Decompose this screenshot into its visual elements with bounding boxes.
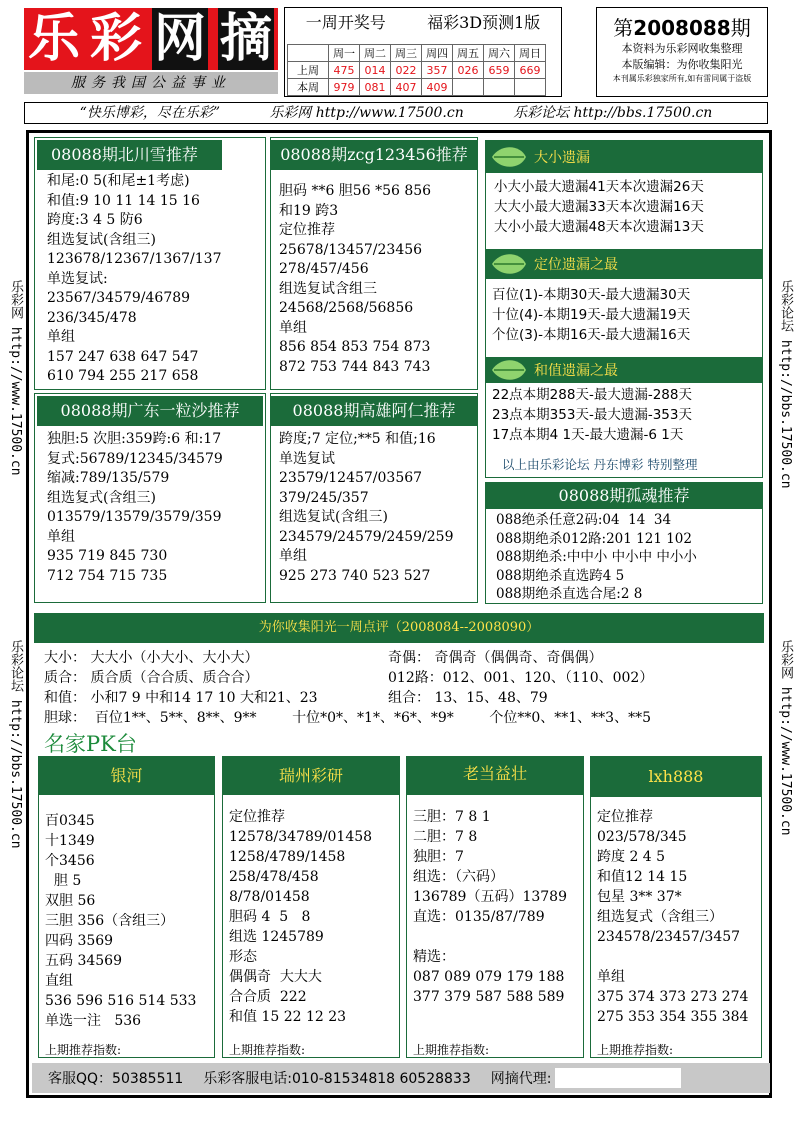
- expert-content: 三胆：7 8 1 二胆：7 8 独胆：7 组选：（六码） 136789（五码）13789 直选：0135/87/789 精选： 087 089 079 179 188 377 379 587 588 589: [413, 809, 567, 1005]
- footer: [32, 1063, 770, 1093]
- draw-number: 979: [329, 79, 360, 96]
- expert-name: 老当益壮: [407, 757, 583, 795]
- draw-title-right: 福彩3D预测1版: [427, 13, 541, 32]
- pk-title: 名家PK台: [44, 732, 137, 756]
- row-label: 上周: [288, 62, 329, 79]
- box-guhun: [485, 482, 763, 604]
- day-header: 周三: [391, 45, 422, 62]
- customer-phone: 乐彩客服电话:010-81534818 60528833: [203, 1071, 471, 1087]
- miss-content: 22点本期288天-最大遗漏-288天 23点本期353天-最大遗漏-353天 17点本期4 1天-最大遗漏-6 1天: [492, 387, 692, 443]
- box-missing-stats: [485, 140, 763, 478]
- leaf-icon: [490, 144, 528, 170]
- day-header: 周日: [515, 45, 546, 62]
- draw-number: 409: [422, 79, 453, 96]
- note-editor: 本版编辑：为你收集阳光: [621, 58, 743, 71]
- expert-content: 定位推荐 023/578/345 跨度 2 4 5 和值12 14 15 包星 3** 37* 组选复式（含组三） 234578/23457/3457 单组 375 374 373 273 274 275 353 354 355 384: [597, 809, 749, 1025]
- index-label: 上期推荐指数:: [597, 1043, 674, 1057]
- row-label: 本周: [288, 79, 329, 96]
- motto: “快乐博彩，尽在乐彩”: [79, 105, 220, 121]
- weekly-review: [44, 648, 764, 728]
- site-label: 乐彩网: [269, 105, 312, 121]
- box-content: 独胆:5 次胆:359跨:6 和:17 复式:56789/12345/34579 缩减:789/135/579 组选复式(含组三) 013579/13579/3579/359 单组 935 719 845 730 712 754 715 735: [47, 431, 223, 584]
- note-collected: 本资料为乐彩网收集整理: [621, 42, 743, 55]
- box-content: 胆码 **6 胆56 *56 856 和19 跨3 定位推荐 25678/13457/23456 278/457/456 组选复试含组三 24568/2568/56856 单组 856 854 853 754 873 872 753 744 843 743: [279, 183, 432, 375]
- miss-title: 定位遗漏之最: [534, 257, 618, 273]
- logo: [24, 8, 278, 70]
- weekly-dan: 胆球： 百位1**、5**、8**、9** 十位*0*、*1*、*6*、*9* 个位**0、**1、**3、**5: [44, 710, 651, 726]
- box-content: 和尾:0 5(和尾±1考虑) 和值:9 10 11 14 15 16 跨度:3 4 5 防6 组选复试(含组三) 123678/12367/1367/137 单选复试: 23567/34579/46789 236/345/478 单组 157 247 638 647 547 610 794 255 217 658: [47, 173, 222, 384]
- miss-content: 小大小最大遗漏41天本次遗漏26天 大大小最大遗漏33天本次遗漏16天 大小小最大遗漏48天本次遗漏13天: [494, 179, 704, 235]
- day-header: 周一: [329, 45, 360, 62]
- box-zcg123456: [270, 137, 478, 390]
- day-header: 周二: [360, 45, 391, 62]
- miss-credit: 以上由乐彩论坛 丹东博彩 特别整理: [502, 457, 698, 472]
- box-guangdong: [34, 393, 266, 603]
- site-link[interactable]: [269, 103, 463, 123]
- weekly-cell: 和值： 小和7 9 中和14 17 10 大和21、23: [44, 690, 318, 706]
- pk-expert-box: [590, 756, 762, 1058]
- draw-title-left: 一周开奖号: [305, 13, 386, 32]
- draw-number: 407: [391, 79, 422, 96]
- logo-char-1: 乐: [28, 9, 81, 69]
- expert-name: 瑞州彩研: [223, 757, 399, 795]
- pk-expert-box: [406, 756, 584, 1058]
- side-left-bottom: 乐彩论坛 http://bbs.17500.cn: [8, 640, 23, 849]
- draw-number: 357: [422, 62, 453, 79]
- miss-content: 百位(1)-本期30天-最大遗漏30天 十位(4)-本期19天-最大遗漏19天 个位(3)-本期16天-最大遗漏16天: [492, 287, 691, 343]
- side-right-bottom: 乐彩网 http://www.17500.cn: [778, 640, 793, 836]
- day-header: 周五: [453, 45, 484, 62]
- index-label: 上期推荐指数:: [229, 1043, 306, 1057]
- weekly-cell: 质合： 质合质（合合质、质合合）: [44, 670, 259, 686]
- expert-name: 银河: [39, 757, 214, 795]
- miss-header-sum: [486, 357, 762, 383]
- forum-label: 乐彩论坛: [513, 105, 570, 121]
- draw-number: [484, 79, 515, 96]
- pk-expert-box: [38, 756, 215, 1058]
- weekly-cell: 奇偶： 奇偶奇（偶偶奇、奇偶偶）: [388, 650, 603, 666]
- expert-content: 定位推荐 12578/34789/01458 1258/4789/1458 258/478/458 8/78/01458 胆码 4 5 8 组选 1245789 形态 偶偶奇 大大大 合合质 222 和值 15 22 12 23: [229, 809, 373, 1025]
- day-header: 周六: [484, 45, 515, 62]
- draw-number: 081: [360, 79, 391, 96]
- table-corner: [288, 45, 329, 62]
- weekly-row: [44, 688, 764, 708]
- issue-suffix: 期: [730, 16, 751, 40]
- note-copyright: 本刊属乐彩独家所有,如有雷同属于盗版: [612, 74, 752, 83]
- draw-number: 022: [391, 62, 422, 79]
- draw-number: 669: [515, 62, 546, 79]
- box-title: 08088期高雄阿仁推荐: [271, 396, 477, 426]
- weekly-row: [44, 648, 764, 668]
- agent-label: 网摘代理:: [490, 1071, 552, 1087]
- miss-title: 和值遗漏之最: [534, 363, 618, 379]
- box-gaoxiong: [270, 393, 478, 603]
- issue-prefix: 第: [613, 16, 634, 40]
- box-title: 08088期zcg123456推荐: [271, 140, 477, 170]
- draw-table: [287, 44, 546, 96]
- agent-input[interactable]: [555, 1068, 681, 1088]
- logo-char-4: 摘: [219, 9, 272, 69]
- slogan: 服务我国公益事业: [24, 72, 278, 94]
- day-header: 周四: [422, 45, 453, 62]
- box-title: 08088期北川雪推荐: [37, 140, 222, 170]
- expert-name: lxh888: [591, 757, 761, 797]
- box-title: 08088期广东一粒沙推荐: [37, 396, 263, 426]
- issue-value: 2008088: [633, 16, 731, 40]
- leaf-icon: [490, 251, 528, 277]
- forum-url: http://bbs.17500.cn: [573, 105, 713, 121]
- miss-title: 大小遗漏: [534, 150, 590, 166]
- logo-char-3: 网: [153, 9, 206, 69]
- side-left-top: 乐彩网 http://www.17500.cn: [8, 280, 23, 476]
- box-title: 08088期孤魂推荐: [486, 483, 762, 509]
- url-bar: [24, 102, 768, 124]
- weekly-cell: 组合： 13、15、48、79: [388, 690, 548, 706]
- draw-number: 659: [484, 62, 515, 79]
- weekly-review-title: 为你收集阳光一周点评（2008084--2008090）: [34, 613, 764, 643]
- draw-number: 014: [360, 62, 391, 79]
- leaf-icon: [490, 357, 528, 383]
- customer-qq: 客服QQ：50385511: [48, 1071, 184, 1087]
- draw-number: 475: [329, 62, 360, 79]
- issue-panel: [596, 7, 768, 97]
- weekly-draw-panel: [284, 7, 562, 97]
- miss-header-position: [486, 249, 762, 279]
- logo-char-2: 彩: [89, 9, 142, 69]
- draw-number: [515, 79, 546, 96]
- index-label: 上期推荐指数:: [45, 1043, 122, 1057]
- side-right-top: 乐彩论坛 http://bbs.17500.cn: [778, 280, 793, 489]
- box-beichuanxue: [34, 137, 266, 390]
- expert-content: 百0345 十1349 个3456 胆 5 双胆 56 三胆 356（含组三） 四码 3569 五码 34569 直组 536 596 516 514 533 单选一注 536: [45, 813, 197, 1029]
- index-label: 上期推荐指数:: [413, 1043, 490, 1057]
- draw-number: [453, 79, 484, 96]
- weekly-cell: 大小： 大大小（小大小、大小大）: [44, 650, 259, 666]
- box-content: 跨度;7 定位;**5 和值;16 单选复试 23579/12457/03567 379/245/357 组选复试(含组三) 234579/24579/2459/259 单组 925 273 740 523 527: [279, 431, 454, 584]
- miss-header-size: [486, 141, 762, 173]
- draw-number: 026: [453, 62, 484, 79]
- forum-link[interactable]: [513, 103, 712, 123]
- issue-number: [597, 12, 767, 41]
- weekly-cell: 012路：012、001、120、（110、002）: [388, 670, 654, 686]
- draw-panel-title: [285, 8, 561, 40]
- weekly-row: [44, 668, 764, 688]
- box-content: 088绝杀任意2码:04 14 34 088期绝杀012路:201 121 102 088期绝杀:中中小 中小中 中小小 088期绝杀直选跨4 5 088期绝杀直选合尾:2 8: [496, 512, 697, 602]
- site-url: http://www.17500.cn: [315, 105, 464, 121]
- pk-expert-box: [222, 756, 400, 1058]
